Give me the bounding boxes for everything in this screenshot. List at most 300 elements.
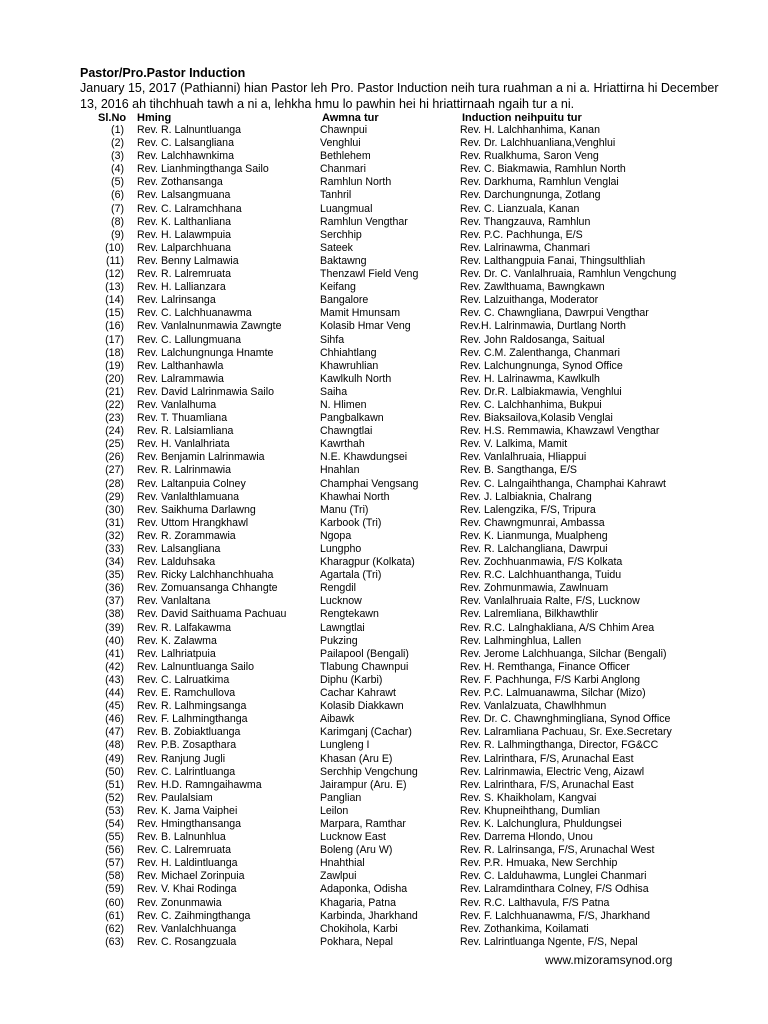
row-serial-number: (16) <box>105 320 124 333</box>
row-posting-place: Ramhlun North <box>320 176 392 189</box>
row-inducted-by: Rev. Dr. C. Chawnghmingliana, Synod Office <box>460 713 671 726</box>
row-name: Rev. Lianhmingthanga Sailo <box>137 163 269 176</box>
table-row <box>0 347 768 360</box>
row-posting-place: Keifang <box>320 281 356 294</box>
row-serial-number: (21) <box>105 385 124 398</box>
row-serial-number: (29) <box>105 490 124 503</box>
row-posting-place: Diphu (Karbi) <box>320 673 383 686</box>
row-posting-place: Karimganj (Cachar) <box>320 726 412 739</box>
table-row <box>0 189 768 202</box>
row-posting-place: Zawlpui <box>320 870 357 883</box>
row-name: Rev. R. Lalsiamliana <box>137 425 234 438</box>
row-name: Rev. David Lalrinmawia Sailo <box>137 385 274 398</box>
row-posting-place: Chawngtlai <box>320 425 373 438</box>
row-inducted-by: Rev. C.M. Zalenthanga, Chanmari <box>460 346 620 359</box>
row-posting-place: Lungpho <box>320 543 362 555</box>
table-row <box>0 176 768 189</box>
row-serial-number: (11) <box>105 254 124 267</box>
row-inducted-by: Rev. C. Lianzuala, Kanan <box>460 202 580 215</box>
row-serial-number: (49) <box>105 752 124 765</box>
row-name: Rev. K. Jama Vaiphei <box>137 804 238 817</box>
row-inducted-by: Rev. Lalramliana Pachuau, Sr. Exe.Secretary <box>460 726 672 739</box>
row-serial-number: (7) <box>111 202 124 215</box>
table-row <box>0 360 768 373</box>
table-row <box>0 844 768 857</box>
table-row <box>0 897 768 910</box>
row-serial-number: (2) <box>111 137 124 150</box>
row-serial-number: (37) <box>105 595 124 608</box>
table-row <box>0 229 768 242</box>
row-name: Rev. Benjamin Lalrinmawia <box>137 451 265 464</box>
row-inducted-by: Rev. H. Lalchhanhima, Kanan <box>460 124 600 136</box>
table-row <box>0 648 768 661</box>
row-name: Rev. H. Vanlalhriata <box>137 438 230 451</box>
row-inducted-by: Rev.H. Lalrinmawia, Durtlang North <box>460 320 626 333</box>
table-row <box>0 438 768 451</box>
table-row <box>0 661 768 674</box>
row-inducted-by: Rev. Lalzuithanga, Moderator <box>460 294 599 307</box>
table-row <box>0 255 768 268</box>
row-serial-number: (42) <box>105 660 124 673</box>
row-posting-place: Kolasib Diakkawn <box>320 700 404 713</box>
row-posting-place: Khawhai North <box>320 490 390 503</box>
row-posting-place: Bethlehem <box>320 150 371 163</box>
row-serial-number: (40) <box>105 634 124 647</box>
row-posting-place: Aibawk <box>320 713 355 726</box>
row-inducted-by: Rev. K. Lalchunglura, Phuldungsei <box>460 817 622 830</box>
row-serial-number: (58) <box>105 870 124 883</box>
row-serial-number: (50) <box>105 765 124 778</box>
table-row <box>0 425 768 438</box>
row-inducted-by: Rev. Dr. C. Vanlalhruaia, Ramhlun Vengchung <box>460 268 677 281</box>
row-name: Rev. Zonunmawia <box>137 896 222 909</box>
row-name: Rev. R. Lalrinmawia <box>137 464 231 477</box>
row-name: Rev. T. Thuamliana <box>137 412 228 425</box>
row-name: Rev. K. Lalthanliana <box>137 215 232 228</box>
row-name: Rev. Ricky Lalchhanchhuaha <box>137 569 274 582</box>
row-name: Rev. K. Zalawma <box>137 634 217 647</box>
row-inducted-by: Rev. R. Lalhmingthanga, Director, FG&CC <box>460 739 659 752</box>
row-inducted-by: Rev. P.C. Pachhunga, E/S <box>460 228 583 241</box>
row-serial-number: (38) <box>105 608 124 621</box>
row-inducted-by: Rev. R.C. Lalchhuanthanga, Tuidu <box>460 569 622 582</box>
row-posting-place: Kharagpur (Kolkata) <box>320 556 415 569</box>
row-serial-number: (18) <box>105 346 124 359</box>
row-serial-number: (14) <box>105 294 124 307</box>
row-posting-place: Hnahlan <box>320 464 360 477</box>
table-row <box>0 883 768 896</box>
row-inducted-by: Rev. P.C. Lalmuanawma, Silchar (Mizo) <box>460 687 646 700</box>
row-posting-place: Chanmari <box>320 163 366 176</box>
row-name: Rev. Paulalsiam <box>137 791 213 804</box>
row-inducted-by: Rev. Lalthangpuia Fanai, Thingsulthliah <box>460 254 646 267</box>
row-serial-number: (36) <box>105 582 124 595</box>
row-serial-number: (41) <box>105 647 124 660</box>
row-name: Rev. Michael Zorinpuia <box>137 870 245 883</box>
row-serial-number: (57) <box>105 857 124 870</box>
row-inducted-by: Rev. Lalrintluanga Ngente, F/S, Nepal <box>460 935 638 948</box>
row-posting-place: Tlabung Chawnpui <box>320 660 409 673</box>
row-name: Rev. B. Lalnunhlua <box>137 831 226 844</box>
table-row <box>0 910 768 923</box>
row-serial-number: (48) <box>105 739 124 752</box>
row-posting-place: Pailapool (Bengali) <box>320 647 409 660</box>
row-inducted-by: Rev. Lalengzika, F/S, Tripura <box>460 503 596 516</box>
row-posting-place: Pangbalkawn <box>320 412 384 425</box>
row-serial-number: (31) <box>105 516 124 529</box>
table-row <box>0 543 768 556</box>
row-inducted-by: Rev. Jerome Lalchhuanga, Silchar (Bengali) <box>460 647 667 660</box>
row-serial-number: (39) <box>105 621 124 634</box>
row-inducted-by: Rev. Lalrinthara, F/S, Arunachal East <box>460 778 634 791</box>
table-row <box>0 687 768 700</box>
table-row <box>0 779 768 792</box>
row-inducted-by: Rev. C. Lalduhawma, Lunglei Chanmari <box>460 870 647 883</box>
table-row <box>0 739 768 752</box>
row-posting-place: Ramhlun Vengthar <box>320 215 408 228</box>
table-row <box>0 595 768 608</box>
row-name: Rev. David Saithuama Pachuau <box>137 608 287 621</box>
table-row <box>0 792 768 805</box>
row-inducted-by: Rev. H.S. Remmawia, Khawzawl Vengthar <box>460 425 660 438</box>
row-inducted-by: Rev. P.R. Hmuaka, New Serchhip <box>460 857 618 870</box>
table-row <box>0 504 768 517</box>
header-serial-number: Sl.No <box>98 112 127 124</box>
row-inducted-by: Rev. Chawngmunrai, Ambassa <box>460 516 605 529</box>
row-posting-place: Leilon <box>320 804 349 817</box>
row-serial-number: (25) <box>105 438 124 451</box>
row-serial-number: (61) <box>105 909 124 922</box>
intro-paragraph: January 15, 2017 (Pathianni) hian Pastor leh Pro. Pastor Induction neih tura ruahman a ni a. Hriattirna hi December 13, 2016 ah tihchhuah tawh a ni a, lehkha hmu lo pawhin hei hi hriattirnaah ngaih tur a ni. <box>80 81 719 111</box>
row-posting-place: Venghlui <box>320 137 361 150</box>
website-url[interactable]: www.mizoramsynod.org <box>545 953 673 967</box>
row-name: Rev. R. Zorammawia <box>137 529 236 542</box>
row-serial-number: (44) <box>105 687 124 700</box>
row-name: Rev. C. Lalremruata <box>137 844 232 857</box>
header-inducted-by: Induction neihpuitu tur <box>462 112 582 124</box>
row-serial-number: (12) <box>105 268 124 281</box>
row-inducted-by: Rev. C. Biakmawia, Ramhlun North <box>460 163 626 176</box>
table-row <box>0 478 768 491</box>
row-posting-place: Champhai Vengsang <box>320 477 419 490</box>
row-name: Rev. Lalrammawia <box>137 372 224 385</box>
row-name: Rev. Lalrinsanga <box>137 294 216 307</box>
table-row <box>0 530 768 543</box>
row-posting-place: Adaponka, Odisha <box>320 883 408 896</box>
table-row <box>0 163 768 176</box>
row-inducted-by: Rev. Vanlalzuata, Chawlhhmun <box>460 700 607 713</box>
row-serial-number: (35) <box>105 569 124 582</box>
row-inducted-by: Rev. J. Lalbiaknia, Chalrang <box>460 490 592 503</box>
row-inducted-by: Rev. Zawlthuama, Bawngkawn <box>460 281 605 294</box>
row-name: Rev. H.D. Ramngaihawma <box>137 778 262 791</box>
row-posting-place: Khagaria, Patna <box>320 896 396 909</box>
row-inducted-by: Rev. Vanlalhruaia Ralte, F/S, Lucknow <box>460 595 640 608</box>
row-name: Rev. R. Lalnuntluanga <box>137 124 242 136</box>
row-inducted-by: Rev. R. Lalchangliana, Dawrpui <box>460 543 608 555</box>
row-inducted-by: Rev. Darrema Hlondo, Unou <box>460 831 593 844</box>
row-name: Rev. R. Lalremruata <box>137 268 232 281</box>
row-serial-number: (23) <box>105 412 124 425</box>
row-posting-place: Mamit Hmunsam <box>320 307 401 320</box>
row-name: Rev. Vanlalhuma <box>137 398 217 411</box>
table-row <box>0 936 768 949</box>
table-row <box>0 399 768 412</box>
row-name: Rev. Zothansanga <box>137 176 223 189</box>
row-serial-number: (55) <box>105 831 124 844</box>
row-name: Rev. C. Zaihmingthanga <box>137 909 251 922</box>
row-serial-number: (33) <box>105 543 124 555</box>
row-posting-place: Karbinda, Jharkhand <box>320 909 418 922</box>
table-row <box>0 831 768 844</box>
row-inducted-by: Rev. Khupneihthang, Dumlian <box>460 804 600 817</box>
row-posting-place: Marpara, Ramthar <box>320 817 406 830</box>
row-inducted-by: Rev. C. Lalchhanhima, Bukpui <box>460 398 602 411</box>
row-inducted-by: Rev. Lalremliana, Bilkhawthlir <box>460 608 599 621</box>
row-inducted-by: Rev. S. Khaikholam, Kangvai <box>460 791 597 804</box>
row-serial-number: (63) <box>105 935 124 948</box>
table-row <box>0 805 768 818</box>
row-posting-place: Kawrthah <box>320 438 365 451</box>
table-row <box>0 451 768 464</box>
header-posting-place: Awmna tur <box>322 112 379 124</box>
row-serial-number: (1) <box>111 124 124 136</box>
table-row <box>0 137 768 150</box>
row-name: Rev. R. Lalhmingsanga <box>137 700 247 713</box>
row-serial-number: (3) <box>111 150 124 163</box>
table-row <box>0 766 768 779</box>
table-row <box>0 294 768 307</box>
row-serial-number: (15) <box>105 307 124 320</box>
row-posting-place: Pokhara, Nepal <box>320 935 394 948</box>
table-row <box>0 674 768 687</box>
row-inducted-by: Rev. R.C. Lalthavula, F/S Patna <box>460 896 610 909</box>
row-posting-place: Rengtekawn <box>320 608 379 621</box>
row-name: Rev. P.B. Zosapthara <box>137 739 237 752</box>
row-inducted-by: Rev. H. Remthanga, Finance Officer <box>460 660 630 673</box>
row-posting-place: Lucknow East <box>320 831 386 844</box>
row-serial-number: (52) <box>105 791 124 804</box>
row-serial-number: (22) <box>105 398 124 411</box>
row-posting-place: Chhiahtlang <box>320 346 377 359</box>
row-serial-number: (56) <box>105 844 124 857</box>
table-row <box>0 334 768 347</box>
table-row <box>0 124 768 137</box>
row-posting-place: Lucknow <box>320 595 362 608</box>
table-row <box>0 307 768 320</box>
row-posting-place: N.E. Khawdungsei <box>320 451 408 464</box>
table-row <box>0 216 768 229</box>
row-inducted-by: Rev. Thangzauva, Ramhlun <box>460 215 591 228</box>
row-inducted-by: Rev. Rualkhuma, Saron Veng <box>460 150 599 163</box>
row-serial-number: (53) <box>105 804 124 817</box>
row-posting-place: Manu (Tri) <box>320 503 369 516</box>
row-serial-number: (5) <box>111 176 124 189</box>
row-posting-place: Thenzawl Field Veng <box>320 268 419 281</box>
row-name: Rev. C. Lalruatkima <box>137 673 230 686</box>
row-inducted-by: Rev. Lalrinmawia, Electric Veng, Aizawl <box>460 765 645 778</box>
row-name: Rev. Lalhriatpuia <box>137 647 216 660</box>
table-row <box>0 281 768 294</box>
row-serial-number: (47) <box>105 726 124 739</box>
row-inducted-by: Rev. K. Lianmunga, Mualpheng <box>460 529 608 542</box>
row-name: Rev. Lalparchhuana <box>137 241 232 254</box>
row-serial-number: (59) <box>105 883 124 896</box>
table-row <box>0 464 768 477</box>
table-row <box>0 150 768 163</box>
row-inducted-by: Rev. Lalchungnunga, Synod Office <box>460 359 623 372</box>
row-serial-number: (4) <box>111 163 124 176</box>
row-name: Rev. Benny Lalmawia <box>137 254 239 267</box>
row-serial-number: (45) <box>105 700 124 713</box>
row-name: Rev. C. Rosangzuala <box>137 935 237 948</box>
row-serial-number: (26) <box>105 451 124 464</box>
row-posting-place: Cachar Kahrawt <box>320 687 396 700</box>
row-name: Rev. Lalnuntluanga Sailo <box>137 660 255 673</box>
table-row <box>0 373 768 386</box>
row-name: Rev. C. Lalramchhana <box>137 202 242 215</box>
table-row <box>0 923 768 936</box>
row-posting-place: Karbook (Tri) <box>320 516 382 529</box>
row-posting-place: Bangalore <box>320 294 369 307</box>
table-row <box>0 582 768 595</box>
induction-table <box>0 124 768 949</box>
row-name: Rev. Ranjung Jugli <box>137 752 226 765</box>
row-posting-place: Chawnpui <box>320 124 368 136</box>
row-inducted-by: Rev. C. Lalngaihthanga, Champhai Kahrawt <box>460 477 666 490</box>
table-row <box>0 203 768 216</box>
row-posting-place: Agartala (Tri) <box>320 569 382 582</box>
row-inducted-by: Rev. R. Lalrinsanga, F/S, Arunachal West <box>460 844 655 857</box>
table-row <box>0 386 768 399</box>
row-posting-place: Rengdil <box>320 582 356 595</box>
row-name: Rev. Saikhuma Darlawng <box>137 503 256 516</box>
row-name: Rev. R. Lalfakawma <box>137 621 232 634</box>
table-row <box>0 622 768 635</box>
table-row <box>0 635 768 648</box>
row-posting-place: Serchhip <box>320 228 362 241</box>
row-inducted-by: Rev. Lalrinthara, F/S, Arunachal East <box>460 752 634 765</box>
row-serial-number: (62) <box>105 922 124 935</box>
table-row <box>0 268 768 281</box>
table-row <box>0 726 768 739</box>
row-inducted-by: Rev. John Raldosanga, Saitual <box>460 333 605 346</box>
row-serial-number: (13) <box>105 281 124 294</box>
row-serial-number: (32) <box>105 529 124 542</box>
row-inducted-by: Rev. F. Lalchhuanawma, F/S, Jharkhand <box>460 909 650 922</box>
row-inducted-by: Rev. Zothankima, Koilamati <box>460 922 589 935</box>
row-inducted-by: Rev. Zohmunmawia, Zawlnuam <box>460 582 609 595</box>
table-row <box>0 556 768 569</box>
row-serial-number: (28) <box>105 477 124 490</box>
row-name: Rev. H. Laldintluanga <box>137 857 238 870</box>
row-posting-place: Pukzing <box>320 634 358 647</box>
row-inducted-by: Rev. Lalramdinthara Colney, F/S Odhisa <box>460 883 649 896</box>
row-posting-place: Boleng (Aru W) <box>320 844 393 857</box>
row-posting-place: Baktawng <box>320 254 367 267</box>
table-row <box>0 753 768 766</box>
row-name: Rev. Lalduhsaka <box>137 556 216 569</box>
row-name: Rev. Lalchhawnkima <box>137 150 234 163</box>
row-serial-number: (10) <box>105 241 124 254</box>
row-serial-number: (54) <box>105 817 124 830</box>
row-inducted-by: Rev. Dr. Lalchhuanliana,Venghlui <box>460 137 616 150</box>
row-posting-place: Sihfa <box>320 333 345 346</box>
row-name: Rev. Vanlaltana <box>137 595 211 608</box>
row-name: Rev. Laltanpuia Colney <box>137 477 246 490</box>
row-inducted-by: Rev. Biaksailova,Kolasib Venglai <box>460 412 613 425</box>
row-posting-place: Luangmual <box>320 202 373 215</box>
table-row <box>0 412 768 425</box>
row-serial-number: (30) <box>105 503 124 516</box>
row-posting-place: Panglian <box>320 791 362 804</box>
row-inducted-by: Rev. C. Chawngliana, Dawrpui Vengthar <box>460 307 649 320</box>
document-title: Pastor/Pro.Pastor Induction <box>80 66 246 80</box>
row-name: Rev. H. Lallianzara <box>137 281 226 294</box>
row-name: Rev. V. Khai Rodinga <box>137 883 237 896</box>
row-inducted-by: Rev. Vanlalhruaia, Hliappui <box>460 451 587 464</box>
row-name: Rev. Lalchungnunga Hnamte <box>137 346 274 359</box>
row-name: Rev. Uttom Hrangkhawl <box>137 516 249 529</box>
row-serial-number: (19) <box>105 359 124 372</box>
row-posting-place: Kolasib Hmar Veng <box>320 320 411 333</box>
table-row <box>0 491 768 504</box>
row-inducted-by: Rev. V. Lalkima, Mamit <box>460 438 568 451</box>
row-inducted-by: Rev. F. Pachhunga, F/S Karbi Anglong <box>460 673 641 686</box>
row-name: Rev. Hmingthansanga <box>137 817 242 830</box>
table-row <box>0 700 768 713</box>
row-name: Rev. Lalsangliana <box>137 543 221 555</box>
row-inducted-by: Rev. Lalrinawma, Chanmari <box>460 241 590 254</box>
table-row <box>0 517 768 530</box>
row-serial-number: (60) <box>105 896 124 909</box>
row-posting-place: N. Hlimen <box>320 398 367 411</box>
row-posting-place: Khawruhlian <box>320 359 379 372</box>
table-row <box>0 857 768 870</box>
row-name: Rev. E. Ramchullova <box>137 687 236 700</box>
row-name: Rev. Zomuansanga Chhangte <box>137 582 278 595</box>
row-posting-place: Serchhip Vengchung <box>320 765 418 778</box>
table-row <box>0 713 768 726</box>
row-serial-number: (27) <box>105 464 124 477</box>
row-serial-number: (24) <box>105 425 124 438</box>
row-posting-place: Sateek <box>320 241 353 254</box>
row-inducted-by: Rev. Lalhminghlua, Lallen <box>460 634 582 647</box>
row-posting-place: Saiha <box>320 385 348 398</box>
row-name: Rev. H. Lalawmpuia <box>137 228 232 241</box>
row-name: Rev. F. Lalhmingthanga <box>137 713 248 726</box>
table-row <box>0 870 768 883</box>
row-serial-number: (51) <box>105 778 124 791</box>
row-inducted-by: Rev. B. Sangthanga, E/S <box>460 464 577 477</box>
row-posting-place: Tanhril <box>320 189 352 202</box>
row-serial-number: (9) <box>111 228 124 241</box>
row-posting-place: Hnahthial <box>320 857 365 870</box>
row-serial-number: (34) <box>105 556 124 569</box>
row-name: Rev. Vanlalchhuanga <box>137 922 237 935</box>
row-posting-place: Jairampur (Aru. E) <box>320 778 407 791</box>
row-posting-place: Kawlkulh North <box>320 372 392 385</box>
row-name: Rev. Lalthanhawla <box>137 359 224 372</box>
row-posting-place: Lawngtlai <box>320 621 365 634</box>
row-serial-number: (17) <box>105 333 124 346</box>
header-name: Hming <box>137 112 172 124</box>
table-row <box>0 608 768 621</box>
table-row <box>0 320 768 333</box>
row-posting-place: Chokihola, Karbi <box>320 922 398 935</box>
row-name: Rev. C. Lallungmuana <box>137 333 242 346</box>
row-name: Rev. Lalsangmuana <box>137 189 231 202</box>
